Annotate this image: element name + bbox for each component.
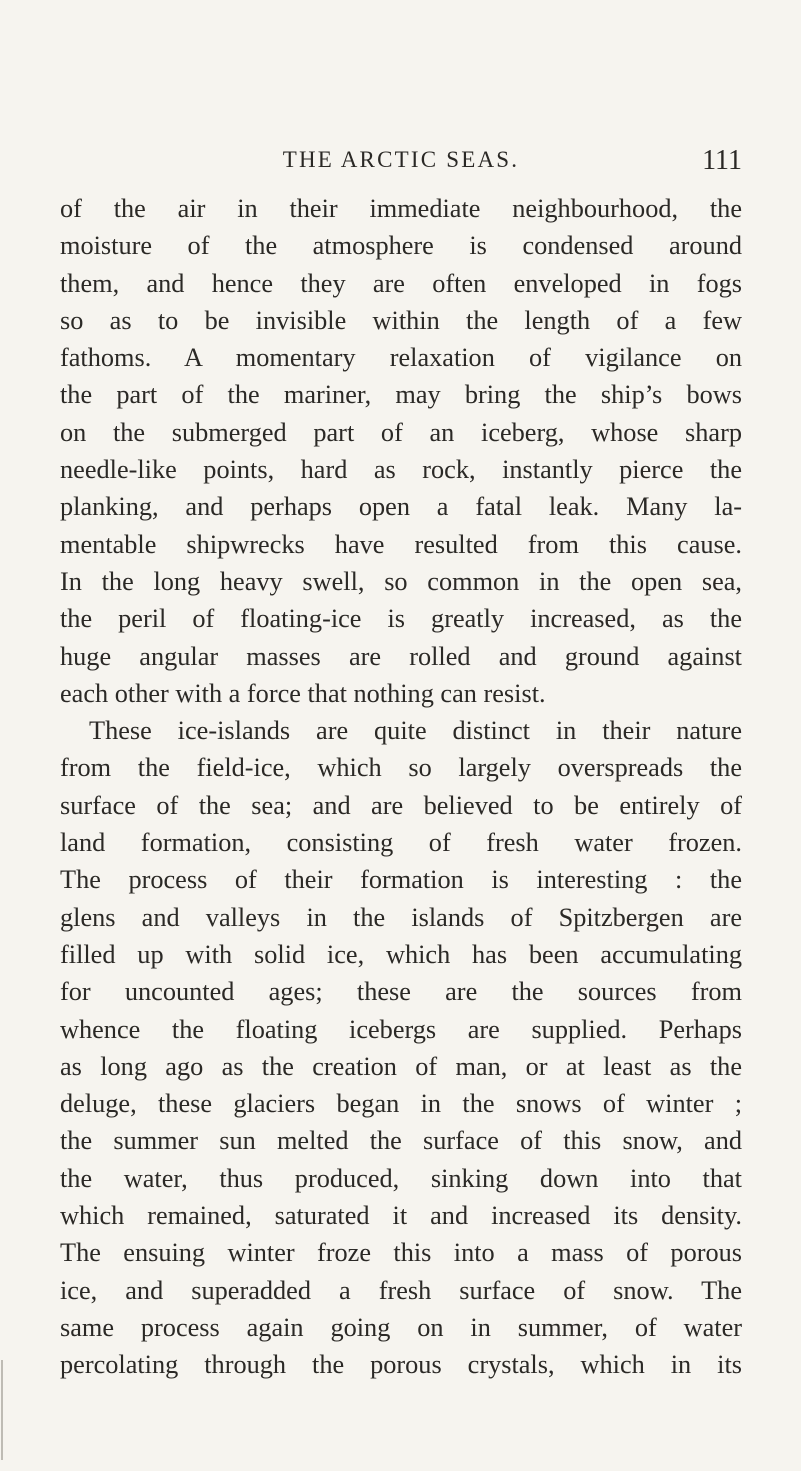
- text-line: of the air in their immediate neighbourhood, the: [60, 194, 742, 223]
- text-line: the peril of floating-ice is greatly increased, as the: [60, 604, 742, 634]
- text-line: from the field-ice, which so largely overspreads the: [60, 753, 742, 783]
- text-line: the water, thus produced, sinking down into that: [60, 1163, 742, 1193]
- text-line: for uncounted ages; these are the sources from: [60, 977, 742, 1007]
- text-line: surface of the sea; and are believed to be entirely of: [60, 790, 742, 820]
- text-line: the part of the mariner, may bring the ship’s bows: [60, 380, 742, 410]
- running-head: [60, 145, 742, 185]
- text-line: deluge, these glaciers began in the snows of winter ;: [60, 1089, 742, 1119]
- text-line: whence the floating icebergs are supplied. Perhaps: [60, 1014, 742, 1044]
- text-line: on the submerged part of an iceberg, whose sharp: [60, 417, 742, 447]
- text-line: planking, and perhaps open a fatal leak. Many la-: [60, 492, 742, 522]
- text-line: which remained, saturated it and increased its density.: [60, 1201, 742, 1231]
- text-line: each other with a force that nothing can resist.: [60, 678, 546, 708]
- page-number: 111: [702, 145, 742, 176]
- text-line: In the long heavy swell, so common in the open sea,: [60, 566, 742, 596]
- body-text: [60, 190, 742, 1384]
- text-line: fathoms. A momentary relaxation of vigilance on: [60, 343, 742, 373]
- text-line: mentable shipwrecks have resulted from this cause.: [60, 529, 742, 559]
- text-line: so as to be invisible within the length of a few: [60, 305, 742, 335]
- text-line: glens and valleys in the islands of Spitzbergen are: [60, 902, 742, 932]
- text-line: filled up with solid ice, which has been accumulating: [60, 939, 742, 969]
- page-edge-mark: [1, 1360, 3, 1460]
- text-line: the summer sun melted the surface of this snow, and: [60, 1126, 742, 1156]
- text-line: These ice-islands are quite distinct in their nature: [89, 716, 742, 746]
- text-line: land formation, consisting of fresh water frozen.: [60, 828, 742, 858]
- text-line: needle-like points, hard as rock, instantly pierce the: [60, 455, 742, 485]
- text-line: moisture of the atmosphere is condensed around: [60, 231, 742, 261]
- text-line: them, and hence they are often enveloped in fogs: [60, 268, 742, 298]
- text-line: The process of their formation is interesting : the: [60, 865, 742, 895]
- text-line: ice, and superadded a fresh surface of snow. The: [60, 1275, 742, 1305]
- text-line: as long ago as the creation of man, or at least as the: [60, 1051, 742, 1081]
- text-line: The ensuing winter froze this into a mass of porous: [60, 1238, 742, 1268]
- running-title: THE ARCTIC SEAS.: [282, 147, 520, 172]
- text-line: percolating through the porous crystals, which in its: [60, 1350, 742, 1380]
- text-line: huge angular masses are rolled and ground against: [60, 641, 742, 671]
- text-line: same process again going on in summer, of water: [60, 1312, 742, 1342]
